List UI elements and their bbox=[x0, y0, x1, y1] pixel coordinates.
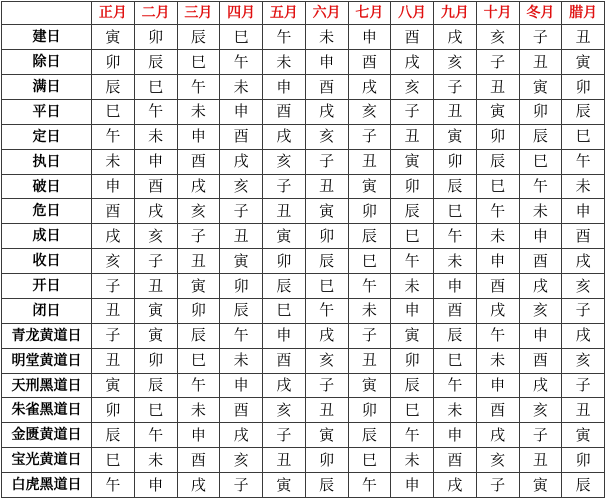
branch-cell: 戌 bbox=[348, 75, 391, 100]
branch-cell: 辰 bbox=[92, 75, 135, 100]
branch-cell: 巳 bbox=[305, 274, 348, 299]
branch-cell: 未 bbox=[348, 298, 391, 323]
branch-cell: 申 bbox=[220, 99, 263, 124]
month-header-4: 四月 bbox=[220, 2, 263, 25]
branch-cell: 酉 bbox=[92, 199, 135, 224]
branch-cell: 亥 bbox=[476, 448, 519, 473]
table-row bbox=[2, 149, 605, 174]
branch-cell: 子 bbox=[220, 199, 263, 224]
table-row bbox=[2, 473, 605, 498]
branch-cell: 卯 bbox=[562, 448, 605, 473]
month-header-5: 五月 bbox=[263, 2, 306, 25]
branch-cell: 未 bbox=[220, 348, 263, 373]
branch-cell: 戌 bbox=[391, 50, 434, 75]
month-header-12: 腊月 bbox=[562, 2, 605, 25]
branch-cell: 戌 bbox=[434, 473, 477, 498]
header-corner-cell bbox=[2, 2, 92, 25]
branch-cell: 戌 bbox=[519, 274, 562, 299]
branch-cell: 丑 bbox=[134, 274, 177, 299]
branch-cell: 午 bbox=[305, 298, 348, 323]
table-row bbox=[2, 448, 605, 473]
month-header-6: 六月 bbox=[305, 2, 348, 25]
branch-cell: 亥 bbox=[220, 174, 263, 199]
row-label: 青龙黄道日 bbox=[2, 323, 92, 348]
branch-cell: 未 bbox=[391, 448, 434, 473]
branch-cell: 辰 bbox=[263, 274, 306, 299]
branch-cell: 午 bbox=[92, 473, 135, 498]
branch-cell: 申 bbox=[476, 373, 519, 398]
branch-cell: 辰 bbox=[434, 174, 477, 199]
row-label: 明堂黄道日 bbox=[2, 348, 92, 373]
row-label: 执日 bbox=[2, 149, 92, 174]
branch-cell: 寅 bbox=[92, 373, 135, 398]
branch-cell: 午 bbox=[562, 149, 605, 174]
branch-cell: 午 bbox=[348, 473, 391, 498]
branch-cell: 亥 bbox=[305, 348, 348, 373]
branch-cell: 寅 bbox=[348, 373, 391, 398]
branch-cell: 子 bbox=[391, 99, 434, 124]
branch-cell: 酉 bbox=[305, 75, 348, 100]
branch-cell: 午 bbox=[220, 323, 263, 348]
row-label: 危日 bbox=[2, 199, 92, 224]
branch-cell: 子 bbox=[348, 323, 391, 348]
branch-cell: 丑 bbox=[562, 398, 605, 423]
branch-cell: 辰 bbox=[348, 423, 391, 448]
branch-cell: 未 bbox=[391, 274, 434, 299]
branch-cell: 戌 bbox=[519, 373, 562, 398]
branch-cell: 戌 bbox=[220, 149, 263, 174]
branch-cell: 亥 bbox=[177, 199, 220, 224]
branch-cell: 寅 bbox=[562, 50, 605, 75]
branch-cell: 寅 bbox=[434, 124, 477, 149]
branch-cell: 卯 bbox=[391, 348, 434, 373]
branch-cell: 辰 bbox=[177, 25, 220, 50]
branch-cell: 酉 bbox=[476, 274, 519, 299]
branch-cell: 子 bbox=[434, 75, 477, 100]
month-header-10: 十月 bbox=[476, 2, 519, 25]
branch-cell: 丑 bbox=[177, 249, 220, 274]
row-label: 天刑黑道日 bbox=[2, 373, 92, 398]
row-label: 平日 bbox=[2, 99, 92, 124]
branch-cell: 亥 bbox=[348, 99, 391, 124]
table-row bbox=[2, 75, 605, 100]
branch-cell: 亥 bbox=[134, 224, 177, 249]
branch-cell: 戌 bbox=[305, 99, 348, 124]
branch-cell: 亥 bbox=[220, 448, 263, 473]
branch-cell: 子 bbox=[476, 473, 519, 498]
branch-cell: 卯 bbox=[134, 348, 177, 373]
branch-cell: 巳 bbox=[263, 298, 306, 323]
branch-cell: 未 bbox=[434, 398, 477, 423]
branch-cell: 子 bbox=[305, 149, 348, 174]
branch-cell: 午 bbox=[391, 249, 434, 274]
branch-cell: 寅 bbox=[220, 249, 263, 274]
branch-cell: 辰 bbox=[562, 99, 605, 124]
branch-cell: 未 bbox=[220, 75, 263, 100]
month-header-2: 二月 bbox=[134, 2, 177, 25]
branch-cell: 子 bbox=[263, 174, 306, 199]
table-row bbox=[2, 99, 605, 124]
branch-cell: 申 bbox=[434, 423, 477, 448]
branch-cell: 丑 bbox=[92, 298, 135, 323]
almanac-table-body bbox=[2, 2, 605, 498]
branch-cell: 酉 bbox=[263, 99, 306, 124]
table-row bbox=[2, 274, 605, 299]
table-row bbox=[2, 373, 605, 398]
branch-cell: 卯 bbox=[562, 75, 605, 100]
branch-cell: 亥 bbox=[263, 149, 306, 174]
branch-cell: 子 bbox=[476, 50, 519, 75]
branch-cell: 戌 bbox=[263, 373, 306, 398]
branch-cell: 亥 bbox=[263, 398, 306, 423]
branch-cell: 丑 bbox=[562, 25, 605, 50]
branch-cell: 丑 bbox=[476, 75, 519, 100]
branch-cell: 酉 bbox=[476, 398, 519, 423]
branch-cell: 丑 bbox=[348, 149, 391, 174]
branch-cell: 戌 bbox=[476, 298, 519, 323]
table-row bbox=[2, 124, 605, 149]
month-header-8: 八月 bbox=[391, 2, 434, 25]
branch-cell: 卯 bbox=[92, 50, 135, 75]
month-header-9: 九月 bbox=[434, 2, 477, 25]
branch-cell: 酉 bbox=[519, 348, 562, 373]
table-row bbox=[2, 398, 605, 423]
table-row bbox=[2, 199, 605, 224]
branch-cell: 酉 bbox=[391, 25, 434, 50]
branch-cell: 寅 bbox=[177, 274, 220, 299]
branch-cell: 子 bbox=[348, 124, 391, 149]
row-label: 开日 bbox=[2, 274, 92, 299]
table-row bbox=[2, 298, 605, 323]
branch-cell: 辰 bbox=[134, 50, 177, 75]
branch-cell: 子 bbox=[134, 249, 177, 274]
branch-cell: 申 bbox=[92, 174, 135, 199]
branch-cell: 酉 bbox=[177, 448, 220, 473]
branch-cell: 申 bbox=[263, 75, 306, 100]
row-label: 朱雀黑道日 bbox=[2, 398, 92, 423]
branch-cell: 未 bbox=[305, 25, 348, 50]
branch-cell: 辰 bbox=[305, 473, 348, 498]
branch-cell: 戌 bbox=[562, 323, 605, 348]
branch-cell: 卯 bbox=[305, 448, 348, 473]
branch-cell: 子 bbox=[519, 25, 562, 50]
branch-cell: 未 bbox=[134, 448, 177, 473]
row-label: 宝光黄道日 bbox=[2, 448, 92, 473]
branch-cell: 寅 bbox=[263, 473, 306, 498]
branch-cell: 巳 bbox=[348, 448, 391, 473]
branch-cell: 酉 bbox=[220, 124, 263, 149]
branch-cell: 巳 bbox=[220, 25, 263, 50]
branch-cell: 酉 bbox=[519, 249, 562, 274]
table-row bbox=[2, 224, 605, 249]
branch-cell: 未 bbox=[476, 224, 519, 249]
row-label: 成日 bbox=[2, 224, 92, 249]
branch-cell: 巳 bbox=[134, 75, 177, 100]
branch-cell: 卯 bbox=[476, 124, 519, 149]
branch-cell: 丑 bbox=[519, 448, 562, 473]
branch-cell: 巳 bbox=[434, 348, 477, 373]
branch-cell: 未 bbox=[177, 99, 220, 124]
branch-cell: 丑 bbox=[348, 348, 391, 373]
branch-cell: 巳 bbox=[519, 149, 562, 174]
month-header-1: 正月 bbox=[92, 2, 135, 25]
branch-cell: 寅 bbox=[305, 423, 348, 448]
branch-cell: 未 bbox=[92, 149, 135, 174]
branch-cell: 辰 bbox=[92, 423, 135, 448]
branch-cell: 戌 bbox=[305, 323, 348, 348]
branch-cell: 酉 bbox=[220, 398, 263, 423]
branch-cell: 子 bbox=[92, 274, 135, 299]
branch-cell: 酉 bbox=[434, 298, 477, 323]
month-header-3: 三月 bbox=[177, 2, 220, 25]
branch-cell: 未 bbox=[562, 174, 605, 199]
row-label: 除日 bbox=[2, 50, 92, 75]
row-label: 建日 bbox=[2, 25, 92, 50]
branch-cell: 辰 bbox=[476, 149, 519, 174]
branch-cell: 未 bbox=[519, 199, 562, 224]
branch-cell: 寅 bbox=[263, 224, 306, 249]
table-row bbox=[2, 249, 605, 274]
branch-cell: 辰 bbox=[177, 323, 220, 348]
branch-cell: 辰 bbox=[391, 199, 434, 224]
branch-cell: 未 bbox=[177, 398, 220, 423]
branch-cell: 子 bbox=[177, 224, 220, 249]
branch-cell: 申 bbox=[434, 274, 477, 299]
branch-cell: 戌 bbox=[134, 199, 177, 224]
branch-cell: 巳 bbox=[177, 50, 220, 75]
branch-cell: 辰 bbox=[434, 323, 477, 348]
branch-cell: 酉 bbox=[562, 224, 605, 249]
branch-cell: 午 bbox=[92, 124, 135, 149]
branch-cell: 午 bbox=[263, 25, 306, 50]
branch-cell: 子 bbox=[562, 373, 605, 398]
branch-cell: 酉 bbox=[177, 149, 220, 174]
row-label: 白虎黑道日 bbox=[2, 473, 92, 498]
branch-cell: 辰 bbox=[220, 298, 263, 323]
branch-cell: 卯 bbox=[348, 199, 391, 224]
branch-cell: 丑 bbox=[92, 348, 135, 373]
table-row bbox=[2, 174, 605, 199]
branch-cell: 酉 bbox=[263, 348, 306, 373]
branch-cell: 辰 bbox=[305, 249, 348, 274]
branch-cell: 申 bbox=[562, 199, 605, 224]
branch-cell: 未 bbox=[134, 124, 177, 149]
branch-cell: 午 bbox=[391, 423, 434, 448]
branch-cell: 申 bbox=[305, 50, 348, 75]
branch-cell: 卯 bbox=[177, 298, 220, 323]
branch-cell: 子 bbox=[92, 323, 135, 348]
table-row bbox=[2, 323, 605, 348]
row-label: 金匮黄道日 bbox=[2, 423, 92, 448]
branch-cell: 戌 bbox=[220, 423, 263, 448]
branch-cell: 亥 bbox=[562, 348, 605, 373]
branch-cell: 申 bbox=[519, 323, 562, 348]
branch-cell: 巳 bbox=[177, 348, 220, 373]
branch-cell: 申 bbox=[177, 423, 220, 448]
branch-cell: 卯 bbox=[92, 398, 135, 423]
branch-cell: 申 bbox=[348, 25, 391, 50]
branch-cell: 巳 bbox=[92, 99, 135, 124]
branch-cell: 午 bbox=[434, 224, 477, 249]
branch-cell: 寅 bbox=[391, 323, 434, 348]
branch-cell: 寅 bbox=[476, 99, 519, 124]
branch-cell: 辰 bbox=[391, 373, 434, 398]
branch-cell: 寅 bbox=[92, 25, 135, 50]
branch-cell: 寅 bbox=[305, 199, 348, 224]
branch-cell: 巳 bbox=[434, 199, 477, 224]
branch-cell: 戌 bbox=[434, 25, 477, 50]
row-label: 闭日 bbox=[2, 298, 92, 323]
branch-cell: 寅 bbox=[391, 149, 434, 174]
branch-cell: 子 bbox=[263, 423, 306, 448]
branch-cell: 戌 bbox=[562, 249, 605, 274]
branch-cell: 卯 bbox=[263, 249, 306, 274]
branch-cell: 酉 bbox=[134, 174, 177, 199]
branch-cell: 酉 bbox=[348, 50, 391, 75]
branch-cell: 丑 bbox=[391, 124, 434, 149]
branch-cell: 子 bbox=[519, 423, 562, 448]
branch-cell: 午 bbox=[348, 274, 391, 299]
branch-cell: 亥 bbox=[476, 25, 519, 50]
branch-cell: 寅 bbox=[134, 298, 177, 323]
branch-cell: 戌 bbox=[177, 174, 220, 199]
branch-cell: 丑 bbox=[263, 199, 306, 224]
branch-cell: 申 bbox=[519, 224, 562, 249]
branch-cell: 辰 bbox=[134, 373, 177, 398]
branch-cell: 巳 bbox=[348, 249, 391, 274]
branch-cell: 午 bbox=[220, 50, 263, 75]
branch-cell: 午 bbox=[476, 323, 519, 348]
branch-cell: 申 bbox=[391, 473, 434, 498]
branch-cell: 巳 bbox=[134, 398, 177, 423]
branch-cell: 巳 bbox=[476, 174, 519, 199]
branch-cell: 卯 bbox=[434, 149, 477, 174]
table-row bbox=[2, 423, 605, 448]
month-header-11: 冬月 bbox=[519, 2, 562, 25]
branch-cell: 亥 bbox=[562, 274, 605, 299]
branch-cell: 戌 bbox=[476, 423, 519, 448]
branch-cell: 申 bbox=[391, 298, 434, 323]
branch-cell: 未 bbox=[263, 50, 306, 75]
branch-cell: 寅 bbox=[348, 174, 391, 199]
branch-cell: 酉 bbox=[434, 448, 477, 473]
row-label: 收日 bbox=[2, 249, 92, 274]
branch-cell: 巳 bbox=[562, 124, 605, 149]
month-header-7: 七月 bbox=[348, 2, 391, 25]
row-label: 破日 bbox=[2, 174, 92, 199]
branch-cell: 戌 bbox=[92, 224, 135, 249]
table-row bbox=[2, 50, 605, 75]
branch-cell: 卯 bbox=[134, 25, 177, 50]
branch-cell: 辰 bbox=[348, 224, 391, 249]
branch-cell: 卯 bbox=[391, 174, 434, 199]
branch-cell: 申 bbox=[220, 373, 263, 398]
branch-cell: 亥 bbox=[519, 298, 562, 323]
branch-cell: 子 bbox=[305, 373, 348, 398]
branch-cell: 亥 bbox=[434, 50, 477, 75]
branch-cell: 寅 bbox=[519, 75, 562, 100]
branch-cell: 申 bbox=[177, 124, 220, 149]
almanac-table bbox=[1, 1, 605, 498]
row-label: 满日 bbox=[2, 75, 92, 100]
branch-cell: 丑 bbox=[305, 174, 348, 199]
branch-cell: 卯 bbox=[220, 274, 263, 299]
branch-cell: 丑 bbox=[220, 224, 263, 249]
branch-cell: 寅 bbox=[134, 323, 177, 348]
row-label: 定日 bbox=[2, 124, 92, 149]
branch-cell: 子 bbox=[220, 473, 263, 498]
table-row bbox=[2, 348, 605, 373]
branch-cell: 辰 bbox=[562, 473, 605, 498]
branch-cell: 卯 bbox=[519, 99, 562, 124]
branch-cell: 午 bbox=[134, 99, 177, 124]
branch-cell: 戌 bbox=[177, 473, 220, 498]
branch-cell: 辰 bbox=[519, 124, 562, 149]
branch-cell: 丑 bbox=[434, 99, 477, 124]
branch-cell: 寅 bbox=[519, 473, 562, 498]
branch-cell: 申 bbox=[134, 473, 177, 498]
branch-cell: 丑 bbox=[519, 50, 562, 75]
branch-cell: 申 bbox=[263, 323, 306, 348]
branch-cell: 巳 bbox=[92, 448, 135, 473]
branch-cell: 申 bbox=[476, 249, 519, 274]
branch-cell: 午 bbox=[177, 75, 220, 100]
branch-cell: 午 bbox=[519, 174, 562, 199]
branch-cell: 子 bbox=[562, 298, 605, 323]
branch-cell: 申 bbox=[134, 149, 177, 174]
branch-cell: 巳 bbox=[391, 224, 434, 249]
branch-cell: 未 bbox=[434, 249, 477, 274]
branch-cell: 午 bbox=[434, 373, 477, 398]
branch-cell: 巳 bbox=[391, 398, 434, 423]
branch-cell: 卯 bbox=[305, 224, 348, 249]
branch-cell: 午 bbox=[476, 199, 519, 224]
table-row bbox=[2, 25, 605, 50]
branch-cell: 亥 bbox=[391, 75, 434, 100]
branch-cell: 寅 bbox=[562, 423, 605, 448]
branch-cell: 丑 bbox=[305, 398, 348, 423]
branch-cell: 亥 bbox=[92, 249, 135, 274]
branch-cell: 未 bbox=[476, 348, 519, 373]
branch-cell: 午 bbox=[177, 373, 220, 398]
branch-cell: 亥 bbox=[519, 398, 562, 423]
branch-cell: 戌 bbox=[263, 124, 306, 149]
branch-cell: 丑 bbox=[263, 448, 306, 473]
branch-cell: 亥 bbox=[305, 124, 348, 149]
header-row bbox=[2, 2, 605, 25]
branch-cell: 午 bbox=[134, 423, 177, 448]
branch-cell: 卯 bbox=[348, 398, 391, 423]
